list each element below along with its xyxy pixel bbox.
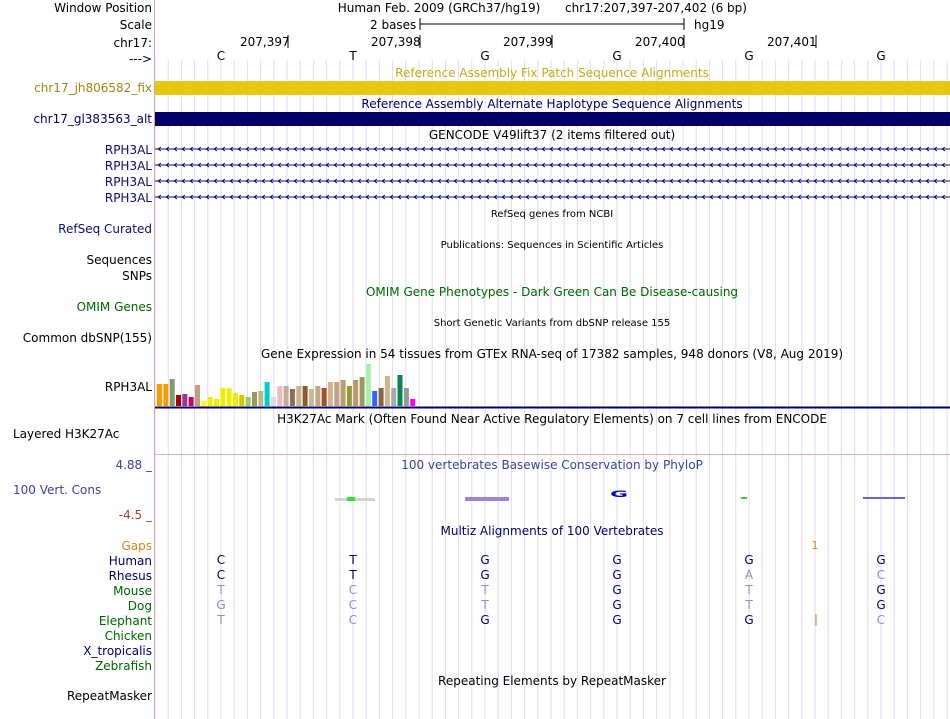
alignment-base: G <box>480 553 490 567</box>
alignment-base: A <box>744 568 754 582</box>
scale-label: Scale <box>119 18 152 32</box>
species-label-x-tropicalis[interactable]: X_tropicalis <box>83 644 152 658</box>
species-label-elephant[interactable]: Elephant <box>98 614 152 628</box>
alignment-base: C <box>348 613 358 627</box>
alignment-base: G <box>744 613 754 627</box>
alignment-base: T <box>745 598 753 612</box>
alignment-base: T <box>745 583 753 597</box>
window-position-text: chr17:207,397-207,402 (6 bp) <box>565 1 747 15</box>
alignment-base: T <box>481 598 489 612</box>
alignment-base: G <box>612 598 622 612</box>
coord-tick-label: 207,401 <box>767 35 817 49</box>
alignment-base: T <box>481 583 489 597</box>
alignment-base: G <box>876 598 886 612</box>
track-label-sequences[interactable]: Sequences <box>86 253 152 267</box>
track-label-alt-haplotype[interactable]: chr17_gl383563_alt <box>33 112 152 126</box>
species-label-rhesus[interactable]: Rhesus <box>108 569 152 583</box>
species-label-chicken[interactable]: Chicken <box>104 629 152 643</box>
alignment-base: G <box>480 613 490 627</box>
ref-base: T <box>349 49 357 63</box>
alignment-base: T <box>217 613 225 627</box>
coord-tick-label: 207,398 <box>371 35 421 49</box>
track-title-dbsnp: Short Genetic Variants from dbSNP release 155 <box>433 318 671 329</box>
alignment-base: T <box>217 583 225 597</box>
scale-bar-text: 2 bases <box>370 18 417 32</box>
species-label-human[interactable]: Human <box>108 554 152 568</box>
track-label-gtex-gene[interactable]: RPH3AL <box>104 380 152 394</box>
species-label-dog[interactable]: Dog <box>127 599 152 613</box>
scale-db-text: hg19 <box>694 18 725 32</box>
gene-label-rph3al-1[interactable]: RPH3AL <box>104 143 152 157</box>
alignment-base: C <box>216 553 226 567</box>
coord-tick-label: 207,400 <box>635 35 685 49</box>
track-label-omim[interactable]: OMIM Genes <box>76 300 152 314</box>
track-label-fix-patch[interactable]: chr17_jh806582_fix <box>34 81 152 95</box>
gene-label-rph3al-2[interactable]: RPH3AL <box>104 159 152 173</box>
track-label-h3k27ac[interactable]: Layered H3K27Ac <box>13 427 120 441</box>
ref-base: G <box>744 49 754 63</box>
alignment-base: G <box>612 568 622 582</box>
alignment-base: T <box>349 553 357 567</box>
alignment-base: G <box>612 613 622 627</box>
strand-arrow-label: ---> <box>128 52 152 66</box>
alignment-base: G <box>876 553 886 567</box>
coord-tick-label: 207,399 <box>503 35 553 49</box>
gene-label-rph3al-3[interactable]: RPH3AL <box>104 175 152 189</box>
ref-base: G <box>876 49 886 63</box>
window-position-label: Window Position <box>54 1 152 15</box>
track-label-dbsnp[interactable]: Common dbSNP(155) <box>22 331 152 345</box>
track-label-snps[interactable]: SNPs <box>122 269 152 283</box>
track-title-h3k27ac: H3K27Ac Mark (Often Found Near Active Regulatory Elements) on 7 cell lines from ENCODE <box>277 412 827 426</box>
track-title-fix-patch: Reference Assembly Fix Patch Sequence Alignments <box>395 66 709 80</box>
track-title-publications: Publications: Sequences in Scientific Articles <box>440 240 664 251</box>
ref-base: G <box>480 49 490 63</box>
ref-base: C <box>216 49 226 63</box>
track-title-gtex: Gene Expression in 54 tissues from GTEx RNA-seq of 17382 samples, 948 donors (V8, Aug 2019) <box>260 347 844 361</box>
cons-max-label: 4.88 _ <box>115 458 152 472</box>
track-label-repeatmasker[interactable]: RepeatMasker <box>66 689 152 703</box>
alignment-base: G <box>612 583 622 597</box>
alignment-base: G <box>612 553 622 567</box>
elephant-gap-marker <box>155 0 950 719</box>
alignment-base: C <box>348 583 358 597</box>
gene-label-rph3al-4[interactable]: RPH3AL <box>104 191 152 205</box>
alignment-base: C <box>216 568 226 582</box>
alignment-base: C <box>876 613 886 627</box>
alignment-base: G <box>876 583 886 597</box>
track-image[interactable] <box>155 0 950 719</box>
species-label-zebrafish[interactable]: Zebrafish <box>95 659 152 673</box>
alignment-base: G <box>216 598 226 612</box>
coord-tick-label: 207,397 <box>240 35 290 49</box>
cons-logo: G <box>610 488 628 499</box>
ref-base: G <box>612 49 622 63</box>
alignment-base: G <box>744 553 754 567</box>
track-title-refseq: RefSeq genes from NCBI <box>490 209 614 220</box>
track-title-omim: OMIM Gene Phenotypes - Dark Green Can Be Disease-causing <box>365 285 739 299</box>
alignment-base: T <box>349 568 357 582</box>
track-labels <box>0 0 154 719</box>
track-label-cons[interactable]: 100 Vert. Cons <box>13 483 102 497</box>
track-label-refseq[interactable]: RefSeq Curated <box>58 222 152 236</box>
alignment-base: C <box>348 598 358 612</box>
chrom-label: chr17: <box>113 36 152 50</box>
track-title-multiz: Multiz Alignments of 100 Vertebrates <box>440 524 664 538</box>
track-label-gaps[interactable]: Gaps <box>121 539 152 553</box>
alignment-base: G <box>480 568 490 582</box>
assembly-text: Human Feb. 2009 (GRCh37/hg19) <box>337 1 541 15</box>
track-title-alt-haplotype: Reference Assembly Alternate Haplotype Sequence Alignments <box>361 97 743 111</box>
track-title-cons: 100 vertebrates Basewise Conservation by PhyloP <box>401 458 703 472</box>
track-title-repeatmasker: Repeating Elements by RepeatMasker <box>438 674 666 688</box>
alignment-base: C <box>876 568 886 582</box>
gaps-count: 1 <box>811 539 819 552</box>
species-label-mouse[interactable]: Mouse <box>113 584 152 598</box>
track-title-gencode: GENCODE V49lift37 (2 items filtered out) <box>428 128 676 142</box>
cons-min-label: -4.5 _ <box>118 508 152 522</box>
